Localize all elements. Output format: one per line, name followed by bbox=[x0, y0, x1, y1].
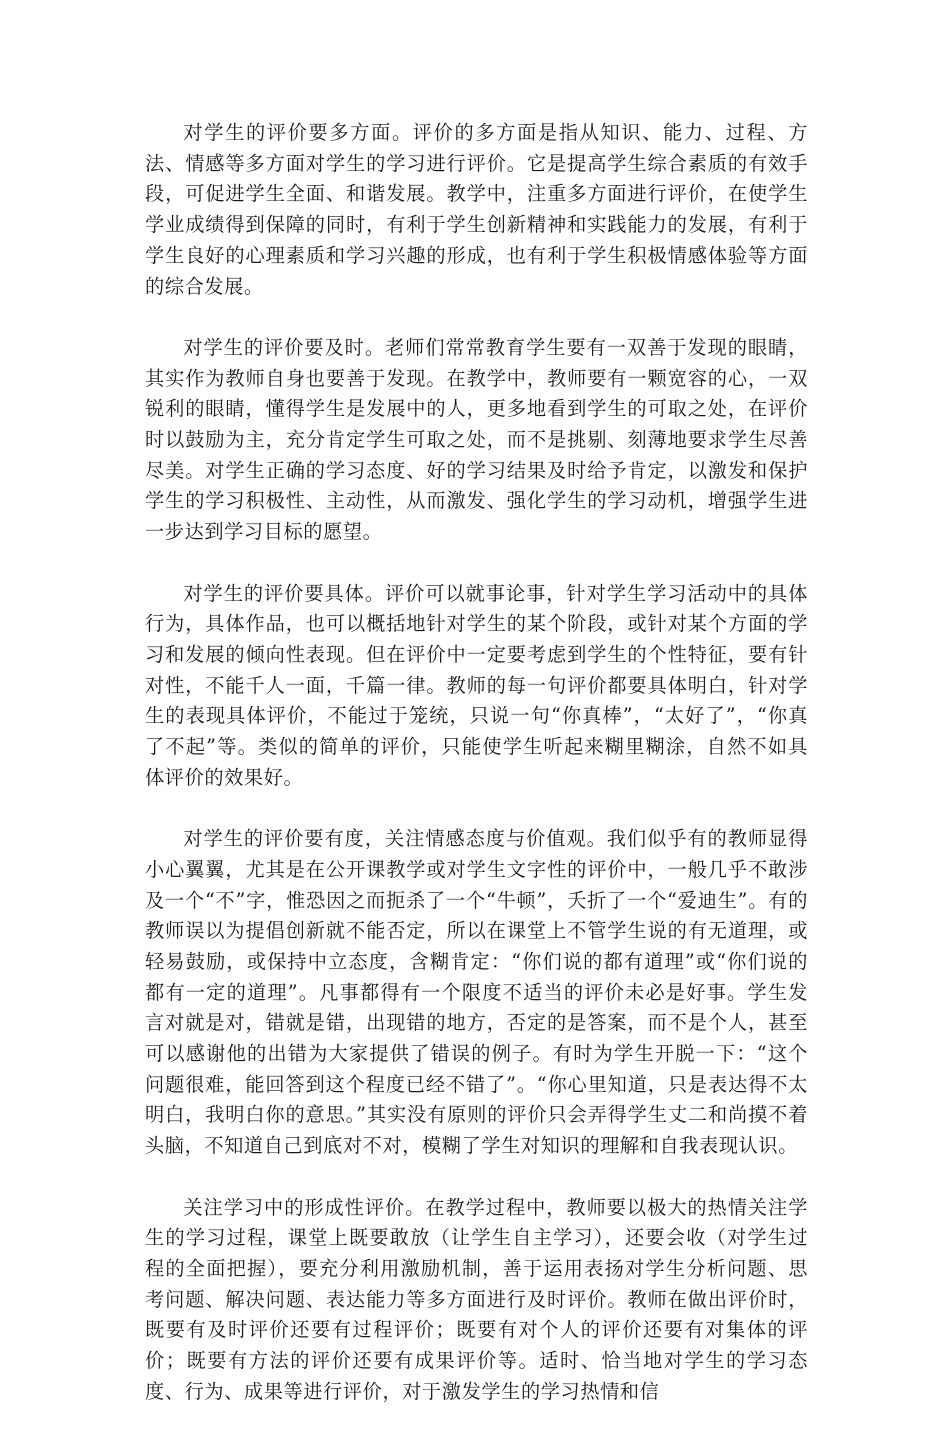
paragraph-formative-evaluation: 关注学习中的形成性评价。在教学过程中，教师要以极大的热情关注学生的学习过程，课堂上既要敢放（让学生自主学习），还要会收（对学生过程的全面把握），要充分利用激励机制，善于运用表扬对学生分析问题、思考问题、解决问题、表达能力等多方面进行及时评价。教师在做出评价时，既要有及时评价还要有过程评价；既要有对个人的评价还要有对集体的评价；既要有方法的评价还要有成果评价等。适时、恰当地对学生的学习态度、行为、成果等进行评价，对于激发学生的学习热情和信 bbox=[145, 1195, 808, 1403]
paragraph-timely-evaluation: 对学生的评价要及时。老师们常常教育学生要有一双善于发现的眼睛，其实作为教师自身也要善于发现。在教学中，教师要有一颗宽容的心，一双锐利的眼睛，懂得学生是发展中的人，更多地看到学生的可取之处，在评价时以鼓励为主，充分肯定学生可取之处，而不是挑剔、刻薄地要求学生尽善尽美。对学生正确的学习态度、好的学习结果及时给予肯定，以激发和保护学生的学习积极性、主动性，从而激发、强化学生的学习动机，增强学生进一步达到学习目标的愿望。 bbox=[145, 335, 808, 544]
paragraph-moderate-evaluation: 对学生的评价要有度，关注情感态度与价值观。我们似乎有的教师显得小心翼翼，尤其是在公开课教学或对学生文字性的评价中，一般几乎不敢涉及一个“不”字，惟恐因之而扼杀了一个“牛顿”，夭折了一个“爱迪生”。有的教师误以为提倡创新就不能否定，所以在课堂上不管学生说的有无道理，或轻易鼓励，或保持中立态度，含糊肯定：“你们说的都有道理”或“你们说的都有一定的道理”。凡事都得有一个限度不适当的评价未必是好事。学生发言对就是对，错就是错，出现错的地方，否定的是答案，而不是个人，甚至可以感谢他的出错为大家提供了错误的例子。有时为学生开脱一下：“这个问题很难，能回答到这个程度已经不错了”。“你心里知道，只是表达得不太明白，我明白你的意思。”其实没有原则的评价只会弄得学生丈二和尚摸不着头脑，不知道自己到底对不对，模糊了学生对知识的理解和自我表现认识。 bbox=[145, 827, 808, 1158]
document-body bbox=[145, 118, 808, 1438]
paragraph-specific-evaluation: 对学生的评价要具体。评价可以就事论事，针对学生学习活动中的具体行为，具体作品，也可以概括地针对学生的某个阶段，或针对某个方面的学习和发展的倾向性表现。但在评价中一定要考虑到学生的个性特征，要有针对性，不能千人一面，千篇一律。教师的每一句评价都要具体明白，针对学生的表现具体评价，不能过于笼统，只说一句“你真棒”，“太好了”，“你真了不起”等。类似的简单的评价，只能使学生听起来糊里糊涂，自然不如具体评价的效果好。 bbox=[145, 581, 808, 789]
paragraph-multifaceted-evaluation: 对学生的评价要多方面。评价的多方面是指从知识、能力、过程、方法、情感等多方面对学生的学习进行评价。它是提高学生综合素质的有效手段，可促进学生全面、和谐发展。教学中，注重多方面进行评价，在使学生学业成绩得到保障的同时，有利于学生创新精神和实践能力的发展，有利于学生良好的心理素质和学习兴趣的形成，也有利于学生积极情感体验等方面的综合发展。 bbox=[145, 121, 808, 298]
